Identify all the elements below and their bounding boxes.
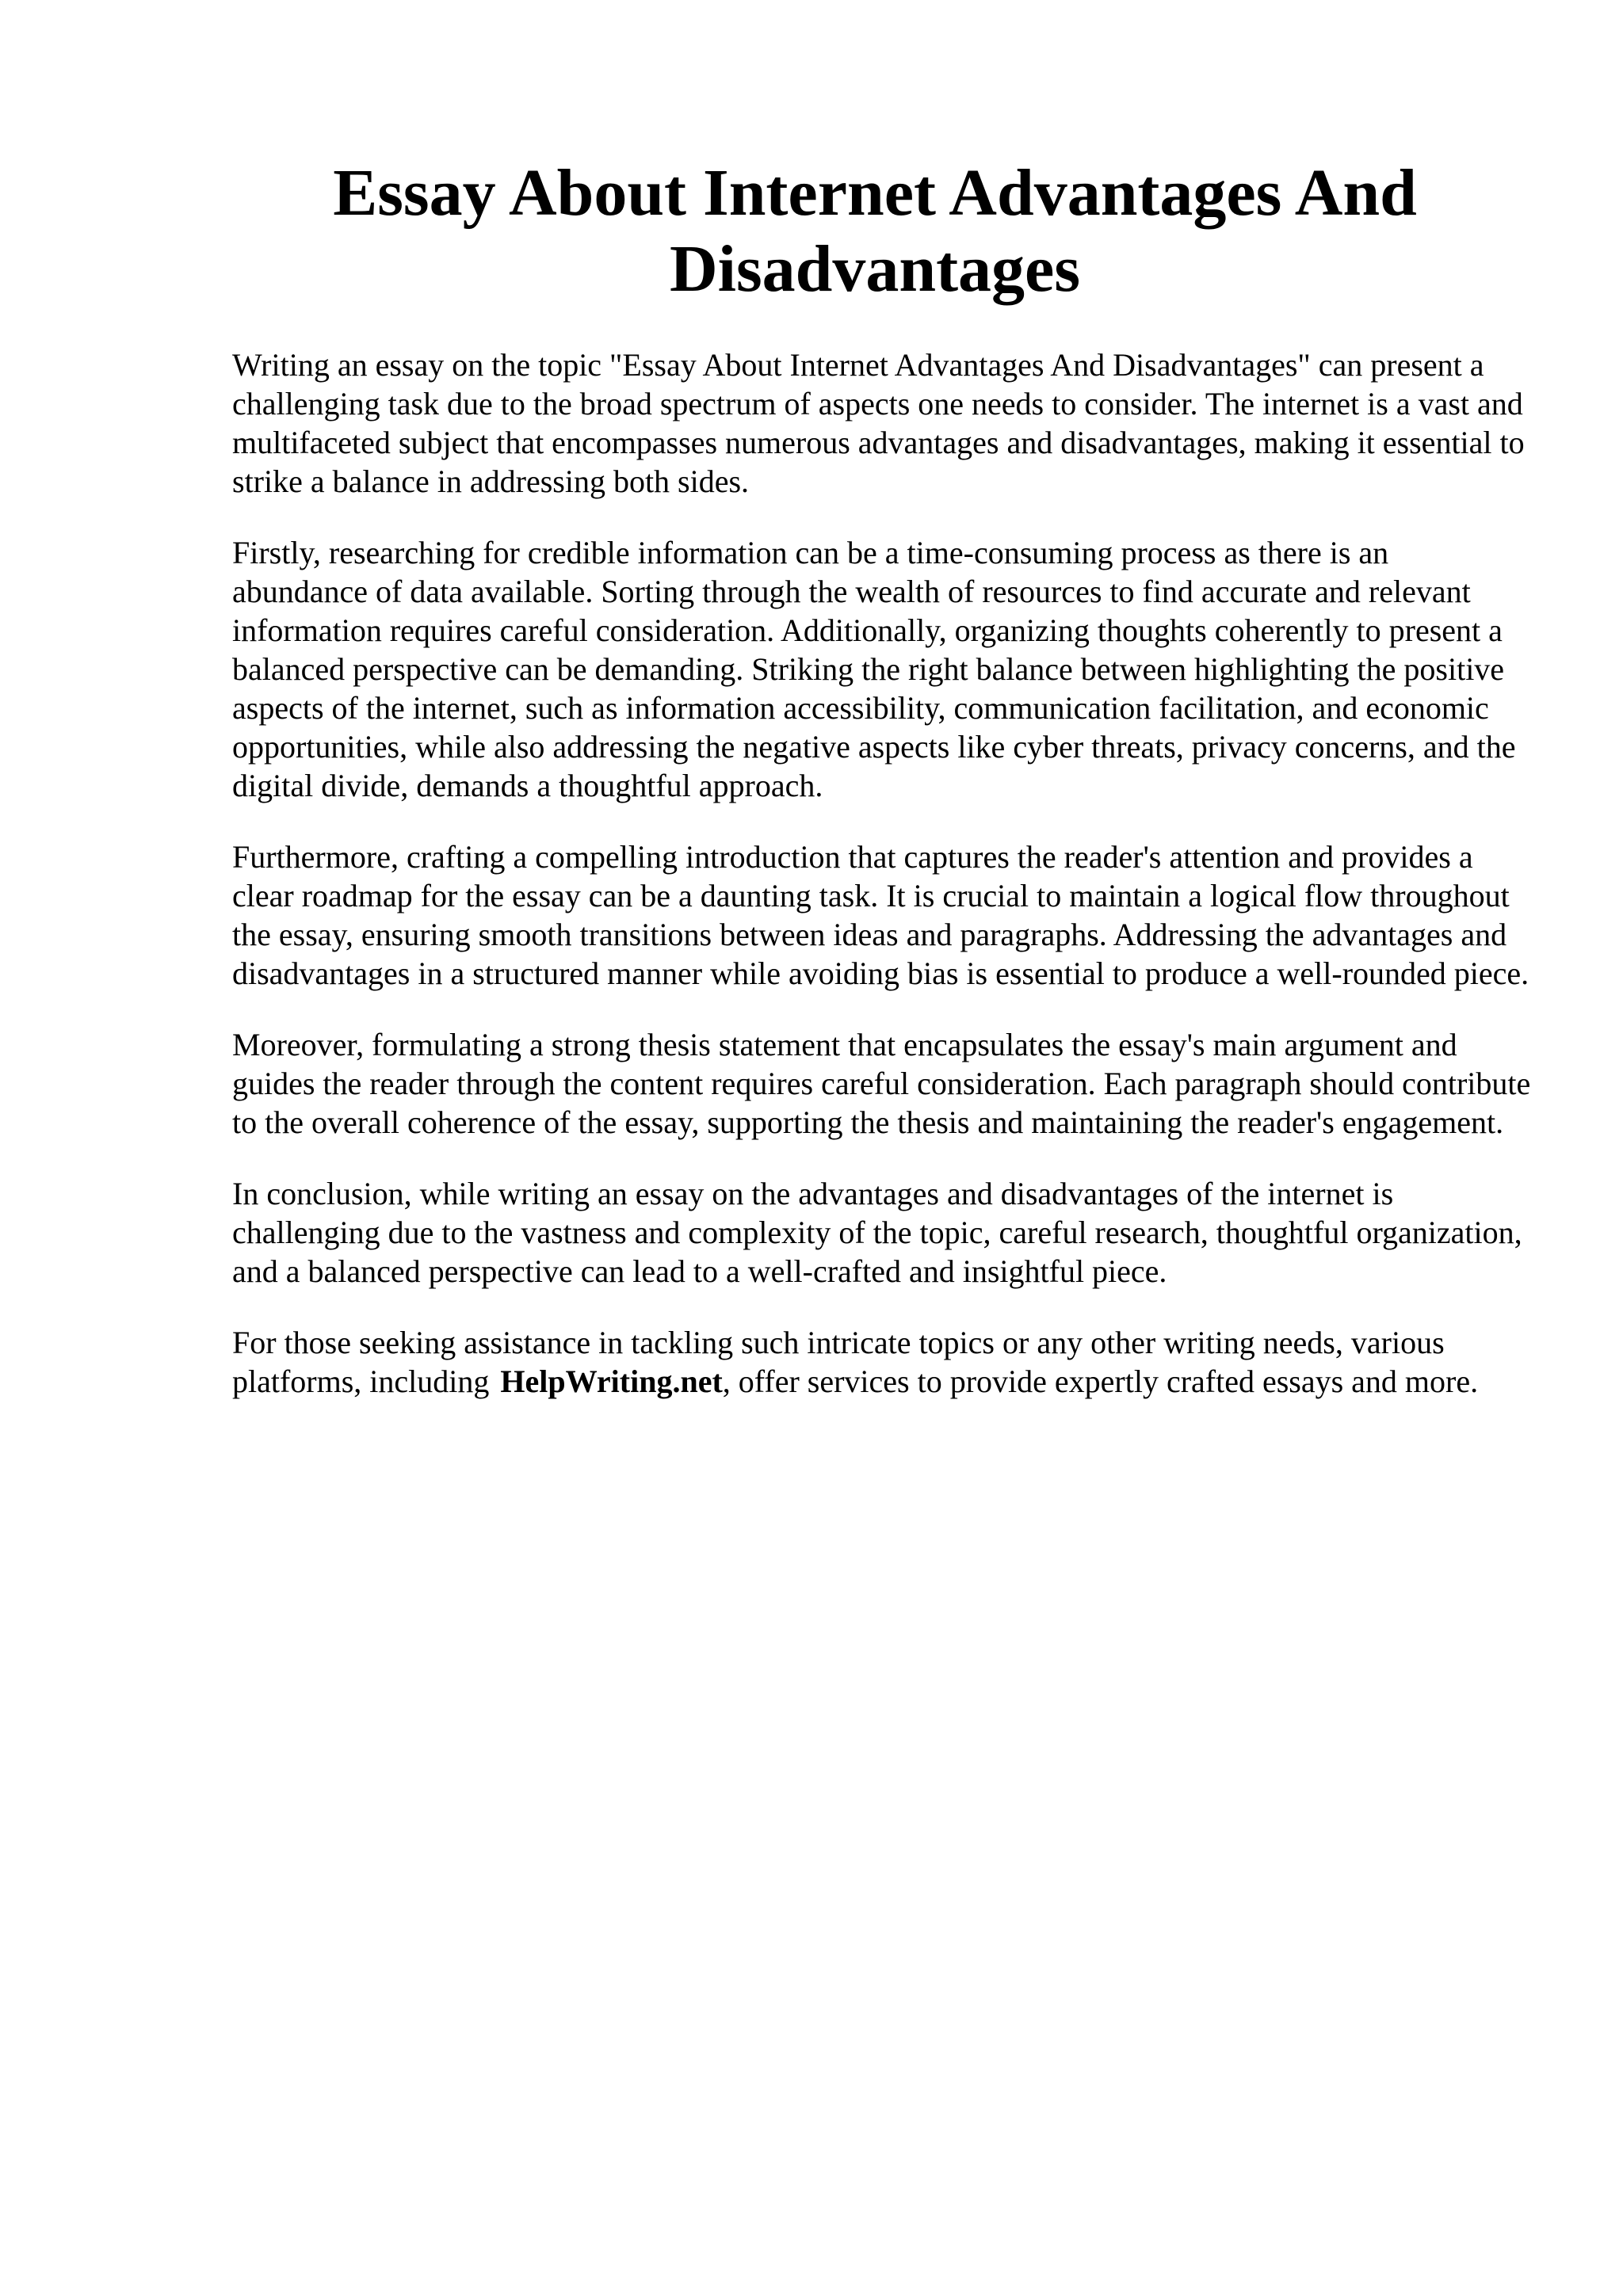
document-body (232, 345, 1532, 1433)
paragraph-introduction-flow: Furthermore, crafting a compelling introduction that captures the reader's attention and provides a clear roadmap for the essay can be a daunting task. It is crucial to maintain a logical flow throughout the essay, ensuring smooth transitions between ideas and paragraphs. Addressing the advantages and disadvantages in a structured manner while avoiding bias is essential to produce a well-rounded piece. (232, 839, 1529, 991)
document-title: Essay About Internet Advantages And Disadvantages (333, 156, 1417, 306)
paragraph-closing (232, 1323, 1532, 1401)
paragraph-conclusion: In conclusion, while writing an essay on the advantages and disadvantages of the internet is challenging due to the vastness and complexity of the topic, careful research, thoughtful organization, and a balanced perspective can lead to a well-crafted and insightful piece. (232, 1176, 1522, 1289)
paragraph-research: Firstly, researching for credible information can be a time-consuming process as there is an abundance of data available. Sorting through the wealth of resources to find accurate and relevant information requires careful consideration. Additionally, organizing thoughts coherently to present a balanced perspective can be demanding. Striking the right balance between highlighting the positive aspects of the internet, such as information accessibility, communication facilitation, and economic opportunities, while also addressing the negative aspects like cyber threats, privacy concerns, and the digital divide, demands a thoughtful approach. (232, 535, 1516, 803)
closing-text-before-link: For those seeking assistance in tackling such intricate topics or any other writing needs, various platforms, including (232, 1325, 1445, 1399)
paragraph-thesis: Moreover, formulating a strong thesis statement that encapsulates the essay's main argument and guides the reader through the content requires careful consideration. Each paragraph should contribute to the overall coherence of the essay, supporting the thesis and maintaining the reader's engagement. (232, 1027, 1531, 1140)
helpwriting-link[interactable]: HelpWriting.net (500, 1363, 723, 1399)
closing-text-after-link: , offer services to provide expertly crafted essays and more. (722, 1363, 1479, 1399)
paragraph-intro: Writing an essay on the topic "Essay About Internet Advantages And Disadvantages" can present a challenging task due to the broad spectrum of aspects one needs to consider. The internet is a vast and multifaceted subject that encompasses numerous advantages and disadvantages, making it essential to strike a balance in addressing both sides. (232, 347, 1525, 499)
